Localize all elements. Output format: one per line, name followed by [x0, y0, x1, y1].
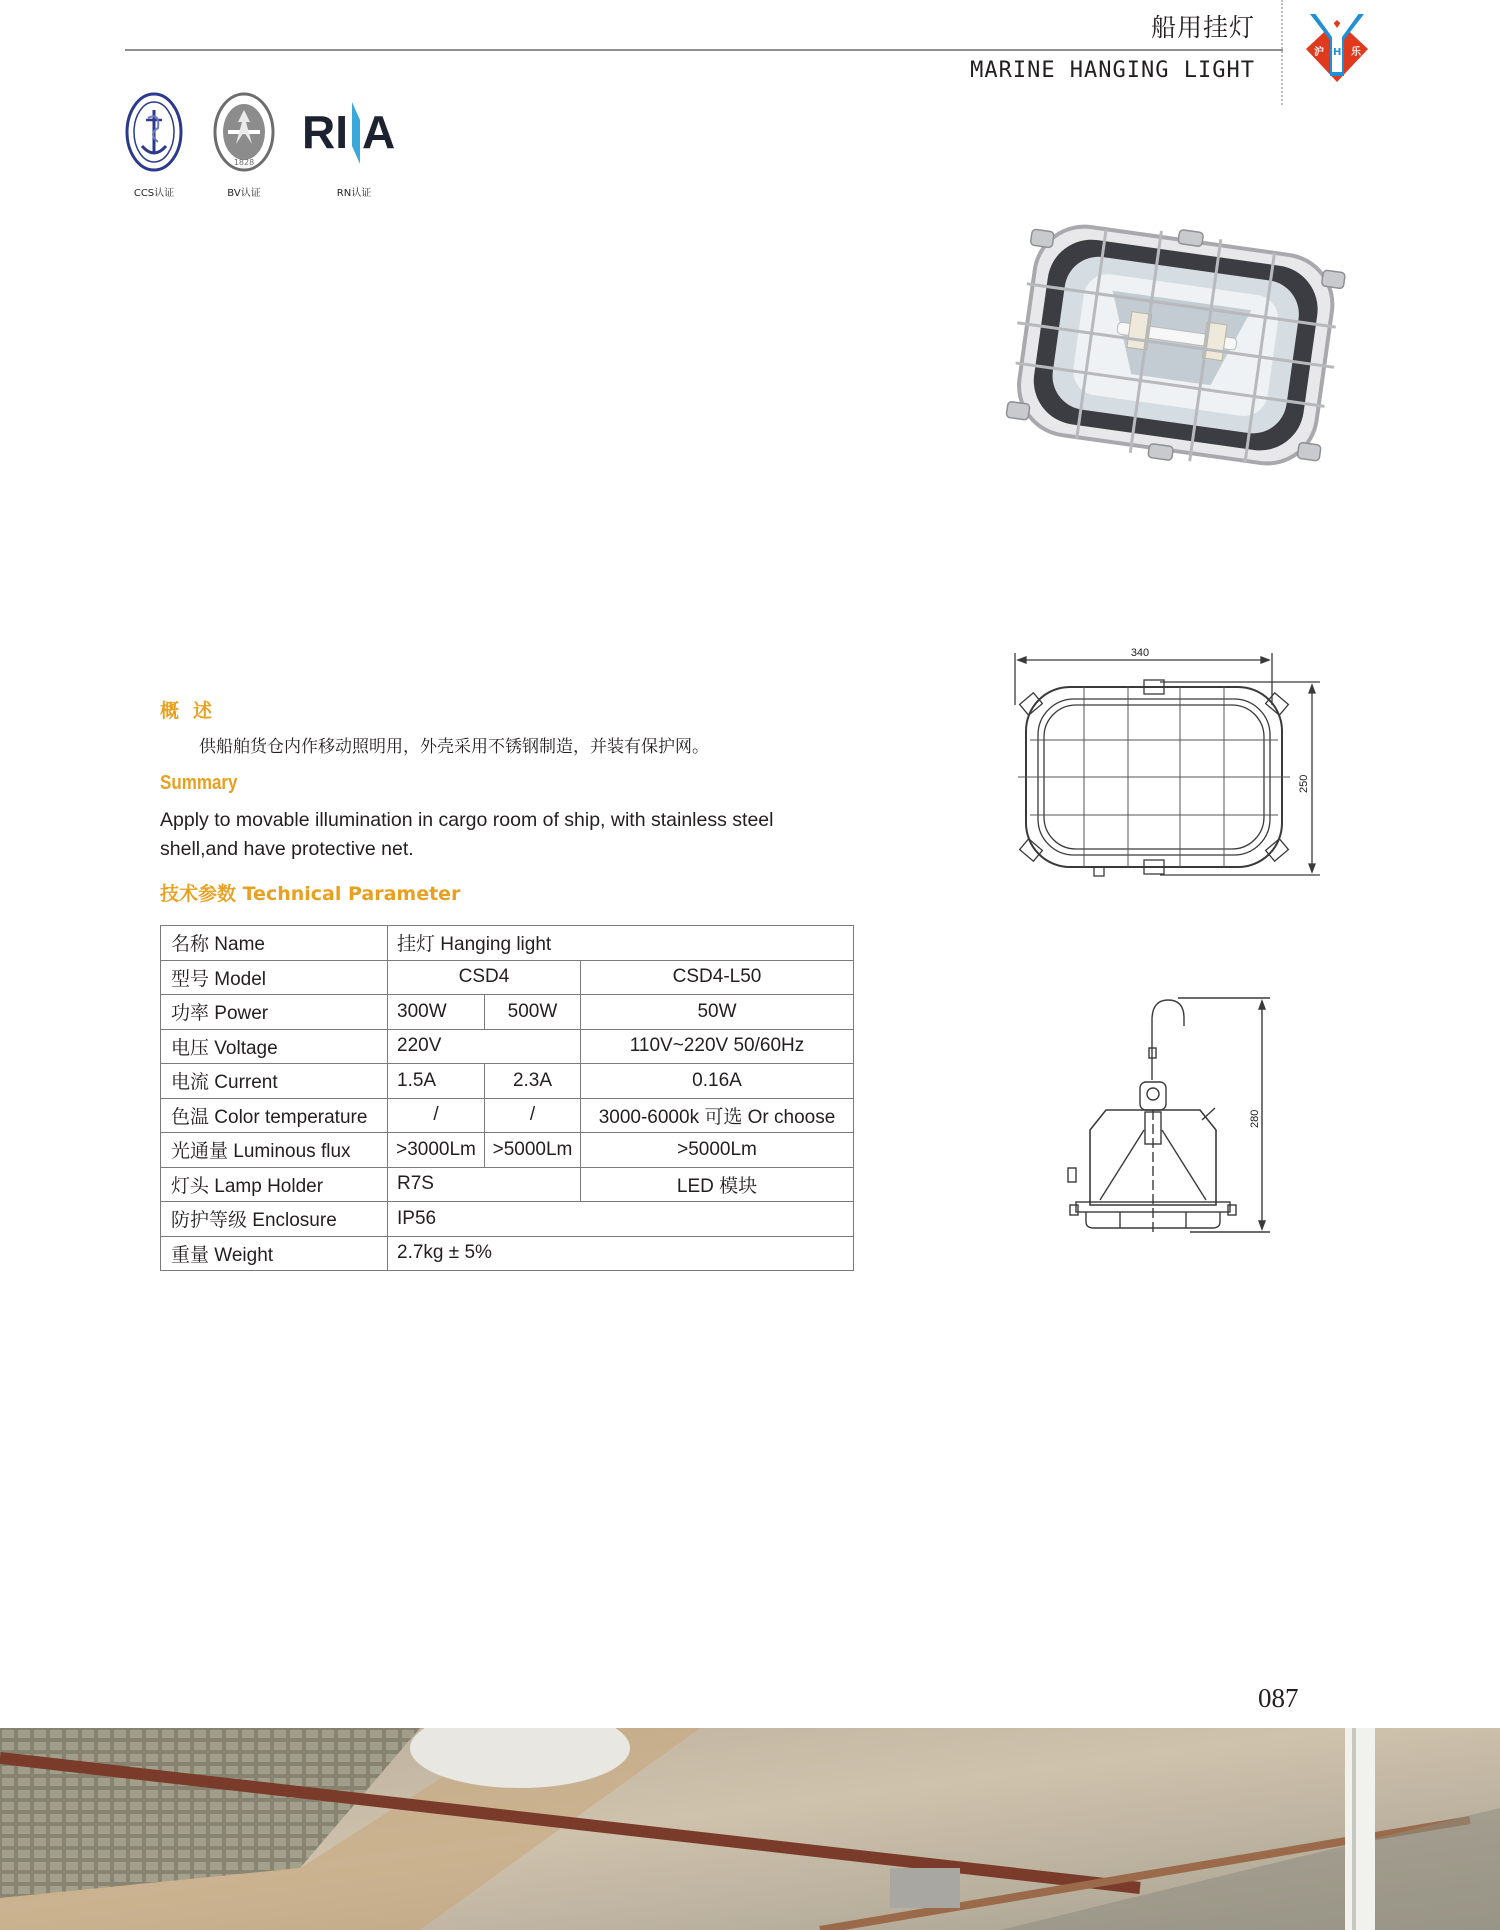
spec-value: >3000Lm — [388, 1133, 485, 1168]
table-row — [161, 995, 854, 1030]
cert-bv — [212, 88, 276, 199]
svg-text:1828: 1828 — [233, 158, 255, 167]
spec-label: 重量 Weight — [161, 1236, 388, 1271]
spec-label: 色温 Color temperature — [161, 1098, 388, 1133]
overview-heading-cn: 概述 — [160, 700, 227, 722]
cert-ccs — [124, 88, 184, 199]
spec-label: 电压 Voltage — [161, 1029, 388, 1064]
overview-text-cn: 供船舶货仓内作移动照明用，外壳采用不锈钢制造，并装有保护网。 — [199, 737, 709, 757]
rina-logo-icon — [302, 98, 406, 168]
svg-text:A: A — [362, 106, 396, 158]
table-row — [161, 960, 854, 995]
ccs-anchor-seal-icon — [124, 88, 184, 176]
cert-caption: CCS认证 — [133, 188, 175, 199]
spec-value: CSD4 — [388, 960, 581, 995]
table-row — [161, 926, 854, 961]
svg-text:RI: RI — [302, 106, 348, 158]
spec-label: 光通量 Luminous flux — [161, 1133, 388, 1168]
spec-value: 110V~220V 50/60Hz — [581, 1029, 854, 1064]
svg-text:340: 340 — [1130, 647, 1150, 659]
spec-value: R7S — [388, 1167, 581, 1202]
spec-table — [160, 925, 854, 1271]
spec-value: IP56 — [388, 1202, 854, 1237]
table-row — [161, 1098, 854, 1133]
svg-text:250: 250 — [1298, 774, 1310, 793]
cert-rina — [302, 98, 406, 199]
svg-text:乐: 乐 — [1351, 47, 1361, 58]
spec-value: >5000Lm — [581, 1133, 854, 1168]
table-row — [161, 1133, 854, 1168]
summary-heading: Summary — [160, 772, 238, 794]
brand-diamond-logo-icon — [1296, 6, 1376, 86]
header-rule — [125, 49, 1283, 51]
spec-value: LED 模块 — [581, 1167, 854, 1202]
product-photo — [995, 210, 1355, 494]
spec-value: / — [485, 1098, 581, 1133]
spec-value: 挂灯 Hanging light — [388, 926, 854, 961]
front-view-drawing — [1010, 645, 1340, 885]
spec-label: 名称 Name — [161, 926, 388, 961]
cert-caption: BV认证 — [227, 188, 261, 199]
footer-photo-banner — [0, 1728, 1500, 1930]
table-row — [161, 1029, 854, 1064]
spec-value: 3000-6000k 可选 Or choose — [581, 1098, 854, 1133]
page-title-cn: 船用挂灯 — [1150, 13, 1255, 42]
spec-value: 220V — [388, 1029, 581, 1064]
spec-label: 型号 Model — [161, 960, 388, 995]
bureau-veritas-seal-icon — [212, 88, 276, 176]
spec-value: 2.7kg ± 5% — [388, 1236, 854, 1271]
table-row — [161, 1236, 854, 1271]
spec-value: 500W — [485, 995, 581, 1030]
svg-text:H: H — [1333, 47, 1342, 58]
spec-value: 2.3A — [485, 1064, 581, 1099]
spec-value: 300W — [388, 995, 485, 1030]
spec-value: 0.16A — [581, 1064, 854, 1099]
cert-caption: RN认证 — [336, 188, 372, 199]
spec-label: 电流 Current — [161, 1064, 388, 1099]
table-row — [161, 1064, 854, 1099]
page-number: 087 — [1258, 1683, 1299, 1713]
spec-label: 灯头 Lamp Holder — [161, 1167, 388, 1202]
header-divider — [1281, 0, 1283, 105]
spec-value: >5000Lm — [485, 1133, 581, 1168]
spec-label: 防护等级 Enclosure — [161, 1202, 388, 1237]
svg-text:沪: 沪 — [1314, 47, 1324, 58]
page-title-en: MARINE HANGING LIGHT — [970, 58, 1255, 83]
side-view-drawing — [1040, 990, 1280, 1240]
spec-value: CSD4-L50 — [581, 960, 854, 995]
svg-text:280: 280 — [1249, 1109, 1261, 1128]
spec-value: / — [388, 1098, 485, 1133]
spec-value: 50W — [581, 995, 854, 1030]
spec-value: 1.5A — [388, 1064, 485, 1099]
table-row — [161, 1202, 854, 1237]
spec-label: 功率 Power — [161, 995, 388, 1030]
technical-parameter-heading: 技术参数 Technical Parameter — [160, 883, 461, 905]
summary-text: Apply to movable illumination in cargo room of ship, with stainless steel shell,and have protective net. — [160, 809, 774, 860]
table-row — [161, 1167, 854, 1202]
